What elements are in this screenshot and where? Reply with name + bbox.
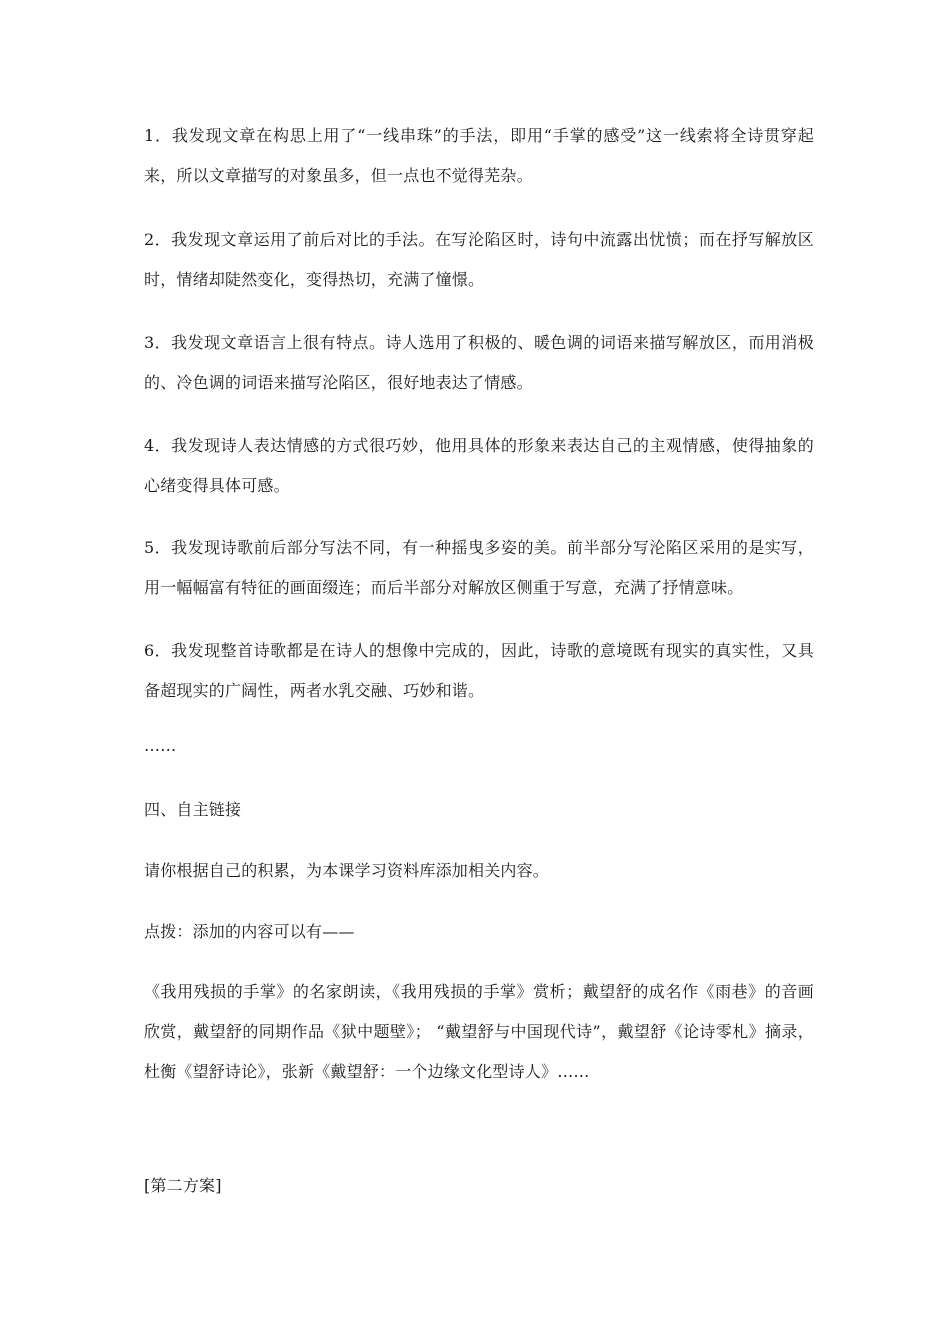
finding-paragraph-6: 6．我发现整首诗歌都是在诗人的想像中完成的，因此，诗歌的意境既有现实的真实性，又具备超现实的广阔性，两者水乳交融、巧妙和谐。 <box>144 641 814 700</box>
ellipsis-line: …… <box>144 736 177 755</box>
instruction-text: 请你根据自己的积累，为本课学习资料库添加相关内容。 <box>144 861 550 880</box>
hint-label: 点拨：添加的内容可以有—— <box>144 922 355 941</box>
finding-paragraph-4: 4．我发现诗人表达情感的方式很巧妙，他用具体的形象来表达自己的主观情感，使得抽象的心绪变得具体可感。 <box>144 436 814 495</box>
plan-label: [第二方案] <box>144 1176 222 1195</box>
section-heading: 四、自主链接 <box>144 800 242 819</box>
finding-paragraph-1: 1．我发现文章在构思上用了“一线串珠”的手法，即用“手掌的感受”这一线索将全诗贯穿起来，所以文章描写的对象虽多，但一点也不觉得芜杂。 <box>144 126 814 185</box>
hint-content: 《我用残损的手掌》的名家朗读，《我用残损的手掌》赏析；戴望舒的成名作《雨巷》的音画欣赏，戴望舒的同期作品《狱中题壁》； “戴望舒与中国现代诗”，戴望舒《论诗零札》摘录，杜衡《望舒诗论》，张新《戴望舒：一个边缘文化型诗人》…… <box>144 982 814 1081</box>
finding-paragraph-5: 5．我发现诗歌前后部分写法不同，有一种摇曳多姿的美。前半部分写沦陷区采用的是实写，用一幅幅富有特征的画面缀连；而后半部分对解放区侧重于写意，充满了抒情意味。 <box>144 538 814 597</box>
finding-paragraph-3: 3．我发现文章语言上很有特点。诗人选用了积极的、暖色调的词语来描写解放区，而用消极的、冷色调的词语来描写沦陷区，很好地表达了情感。 <box>144 333 814 392</box>
finding-paragraph-2: 2．我发现文章运用了前后对比的手法。在写沦陷区时，诗句中流露出忧愤；而在抒写解放区时，情绪却陡然变化，变得热切，充满了憧憬。 <box>144 230 814 289</box>
